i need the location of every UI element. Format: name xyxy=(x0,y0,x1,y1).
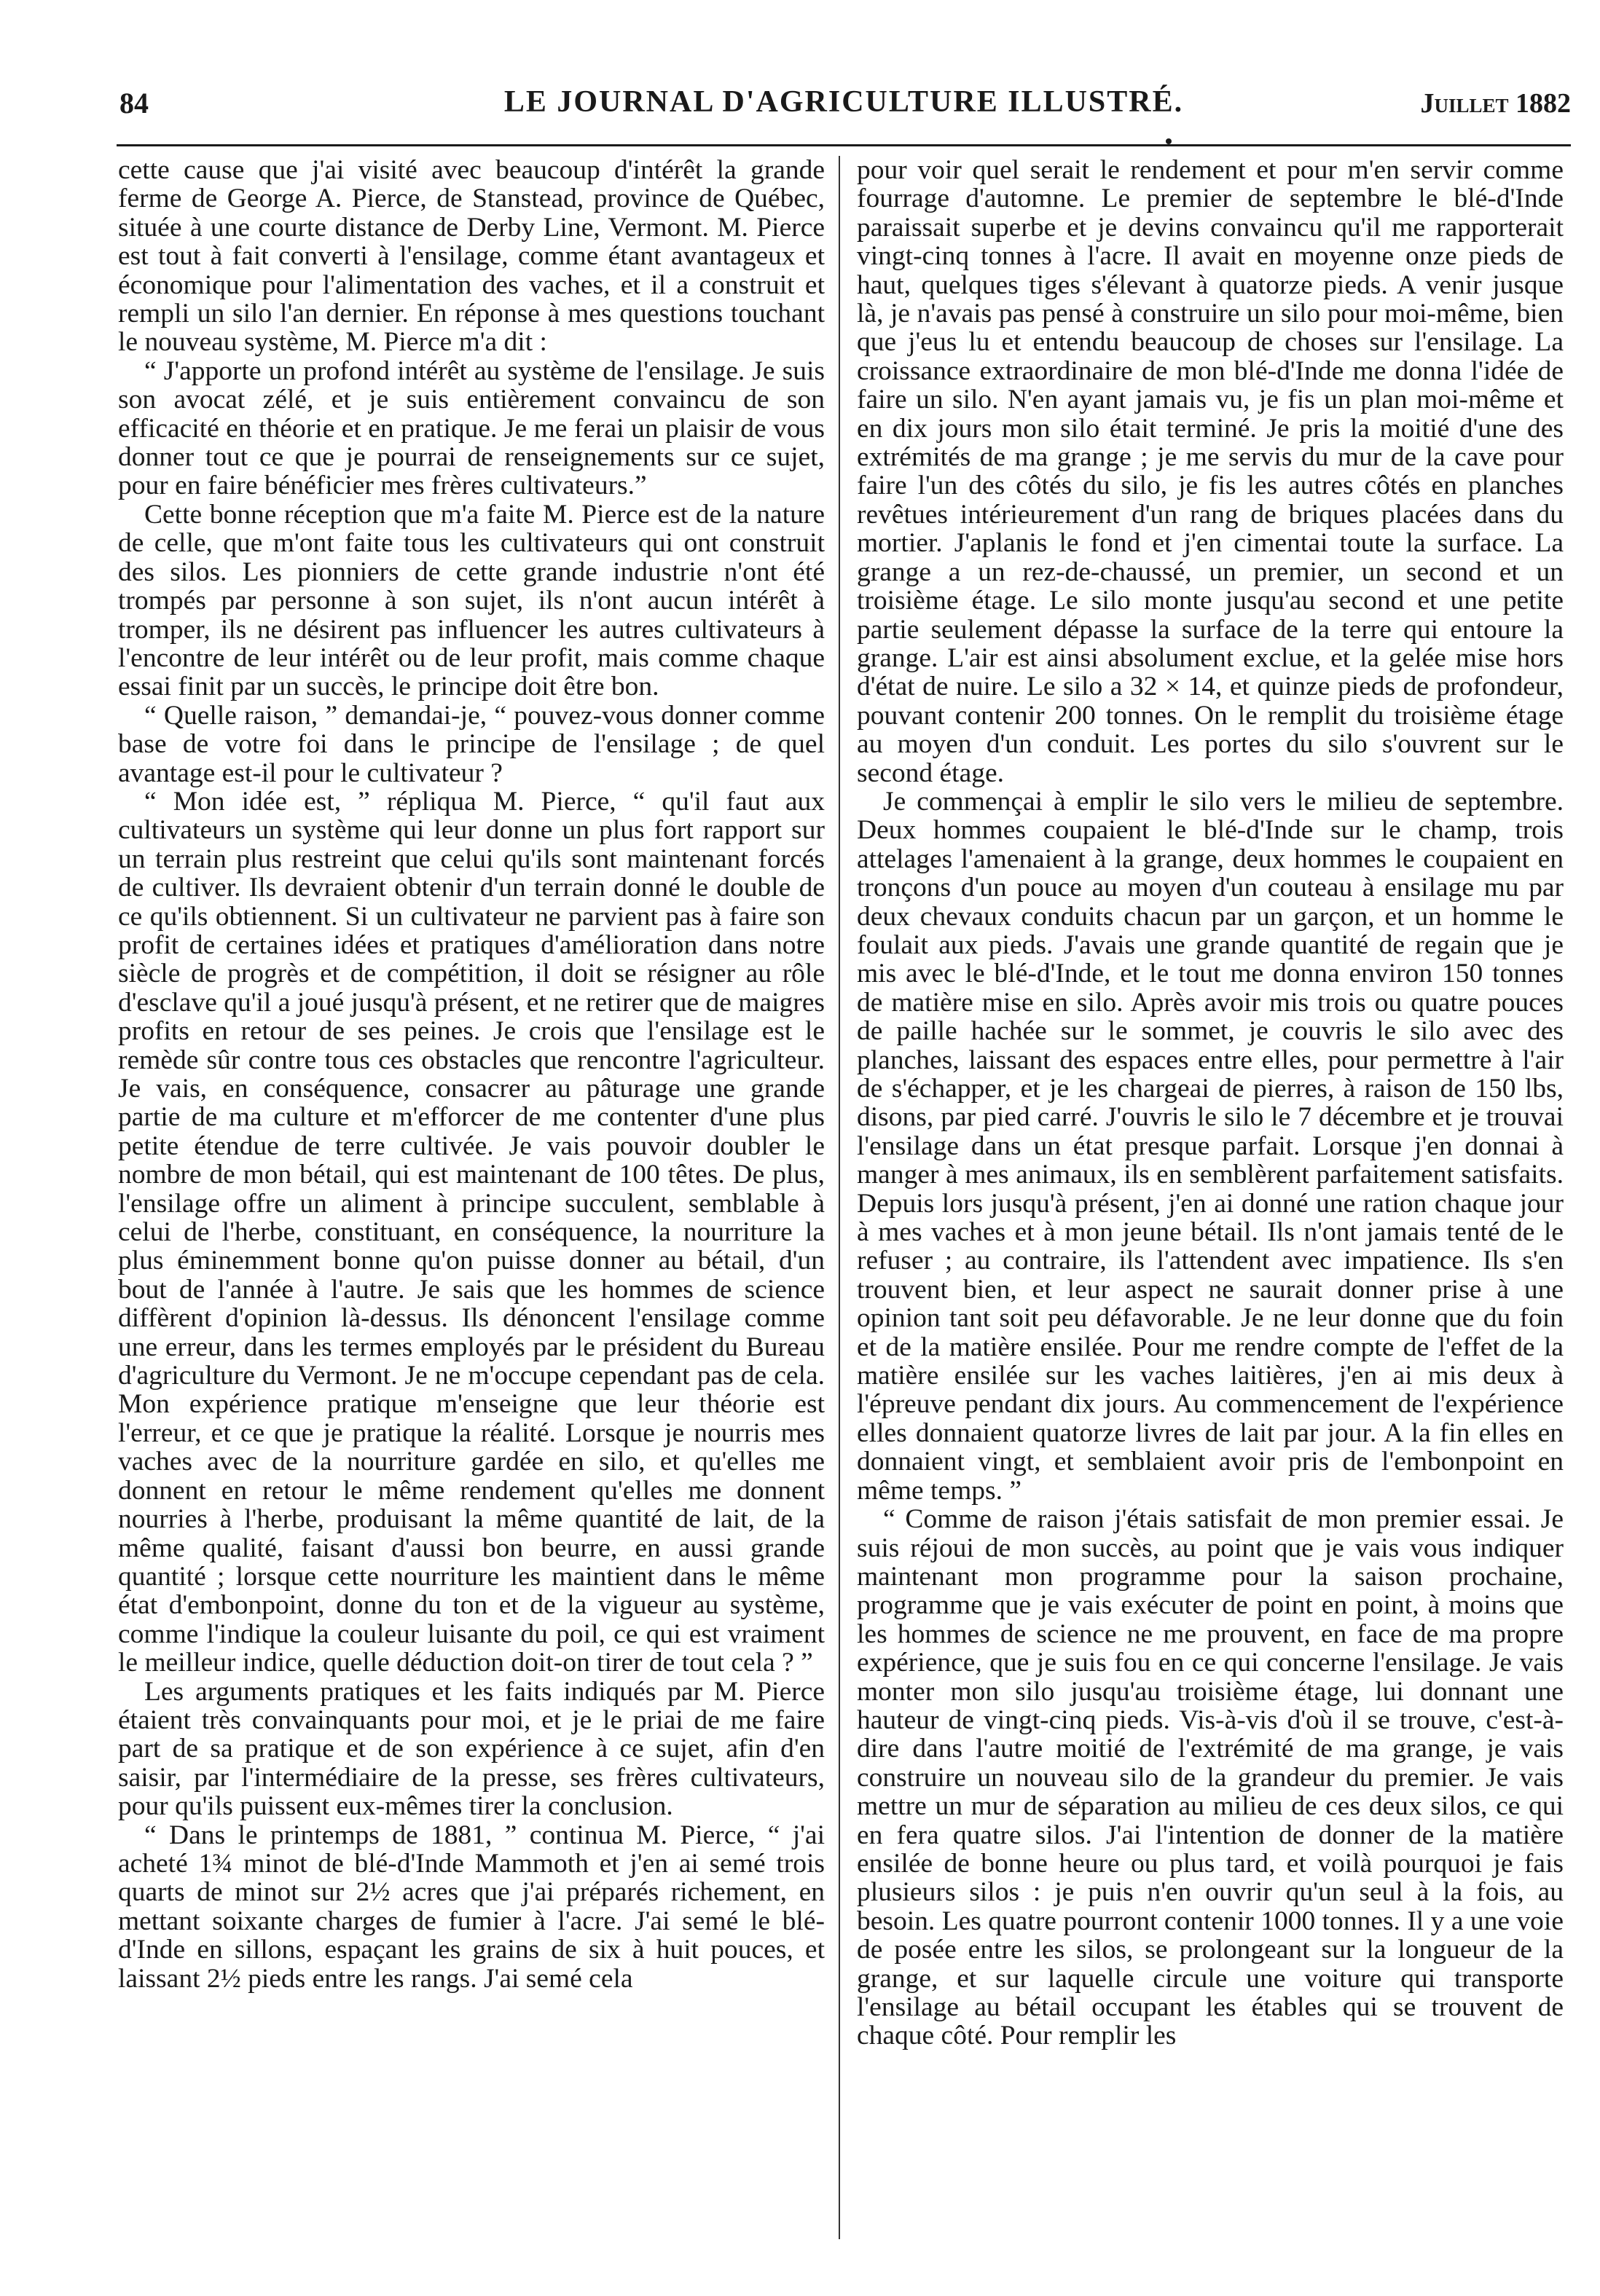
column-divider xyxy=(839,156,840,2239)
journal-title: LE JOURNAL D'AGRICULTURE ILLUSTRÉ. xyxy=(503,85,1184,119)
left-column xyxy=(118,156,825,2239)
paragraph: “ Dans le printemps de 1881, ” continua M. Pierce, “ j'ai acheté 1¾ minot de blé-d'Inde Mammoth et j'en ai semé trois quarts de minot sur 2½ acres que j'ai préparés richement, en mettant soixante charges de fumier à l'acre. J'ai semé le blé-d'Inde en sillons, espaçant les grains de six à huit pouces, et laissant 2½ pieds entre les rangs. J'ai semé cela xyxy=(118,1820,825,1994)
paragraph: “ Mon idée est, ” répliqua M. Pierce, “ qu'il faut aux cultivateurs un système qui leur donne un plus fort rapport sur un terrain plus restreint que celui qu'ils sont maintenant forcés de cultiver. Ils devraient obtenir d'un terrain donné le double de ce qu'ils obtiennent. Si un cultivateur ne parvient pas à faire son profit de certaines idées et pratiques d'amélioration dans notre siècle de progrès et de compétition, il doit se résigner au rôle d'esclave qu'il a joué jusqu'à présent, et ne retirer que de maigres profits en retour de ses peines. Je crois que l'ensilage est le remède sûr contre tous ces obstacles que rencontre l'agriculteur. Je vais, en conséquence, consacrer au pâturage une grande partie de ma culture et m'efforcer de me contenter d'une plus petite étendue de terre cultivée. Je vais pouvoir doubler le nombre de mon bétail, qui est maintenant de 100 têtes. De plus, l'ensilage offre un aliment à principe succulent, semblable à celui de l'herbe, constituant, en conséquence, la nourriture la plus éminemment bonne qu'on puisse donner au bétail, d'un bout de l'année à l'autre. Je sais que les hommes de science diffèrent d'opinion là-dessus. Ils dénoncent l'ensilage comme une erreur, dans les termes employés par le président du Bureau d'agriculture du Vermont. Je ne m'occupe cependant pas de cela. Mon expérience pratique m'enseigne que leur théorie est l'erreur, et ce que je pratique la réalité. Lorsque je nourris mes vaches avec de la nourriture gardée en silo, et qu'elles me donnent en retour le même rendement qu'elles me donnent nourries à l'herbe, produisant la même quantité de lait, de la même qualité, faisant d'aussi bon beurre, en aussi grande quantité ; lorsque cette nourriture les maintient dans le même état d'embonpoint, donne du ton et de la vigueur au système, comme l'indique la couleur luisante du poil, ce qui est vraiment le meilleur indice, quelle déduction doit-on tirer de tout cela ? ” xyxy=(118,786,825,1678)
paragraph: “ Comme de raison j'étais satisfait de mon premier essai. Je suis réjoui de mon succès, au point que je vais vous indiquer maintenant mon programme pour la saison prochaine, programme que je vais exécuter de point en point, à moins que les hommes de science ne me prouvent, en face de ma propre expérience, que je suis fou en ce qui concerne l'ensilage. Je vais monter mon silo jusqu'au troisième étage, lui donnant une hauteur de vingt-cinq pieds. Vis-à-vis d'où il se trouve, c'est-à-dire dans l'autre moitié de l'extrémité de ma grange, je vais construire un nouveau silo de la grandeur du premier. Je vais mettre un mur de séparation au milieu de ces deux silos, ce qui en fera quatre silos. J'ai l'intention de donner de la matière ensilée de bonne heure ou plus tard, et voilà pourquoi je fais plusieurs silos : je puis n'en ouvrir qu'un seul à la fois, au besoin. Les quatre pourront contenir 1000 tonnes. Il y a une voie de posée entre les silos, se prolongeant sur la longueur de la grange, et sur laquelle circule une voiture qui transporte l'ensilage au bétail occupant les étables qui se trouvent de chaque côté. Pour remplir les xyxy=(857,1504,1564,2051)
right-column xyxy=(857,156,1564,2239)
paragraph: “ J'apporte un profond intérêt au système de l'ensilage. Je suis son avocat zélé, et je suis entièrement convaincu de son efficacité en théorie et en pratique. Je me ferai un plaisir de vous donner tout ce que je pourrai de renseignements sur ce sujet, pour en faire bénéficier mes frères cultivateurs.” xyxy=(118,355,825,501)
page-number: 84 xyxy=(119,87,149,119)
paragraph: Cette bonne réception que m'a faite M. Pierce est de la nature de celle, que m'ont faite tous les cultivateurs qui ont construit des silos. Les pionniers de cette grande industrie n'ont été trompés par personne à son sujet, ils n'ont aucun intérêt à tromper, ils ne désirent pas influencer les autres cultivateurs à l'encontre de leur intérêt ou de leur profit, mais comme chaque essai finit par un succès, le principe doit être bon. xyxy=(118,499,825,702)
paragraph: “ Quelle raison, ” demandai-je, “ pouvez-vous donner comme base de votre foi dans le principe de l'ensilage ; de quel avantage est-il pour le cultivateur ? xyxy=(118,700,825,788)
paragraph: pour voir quel serait le rendement et pour m'en servir comme fourrage d'automne. Le premier de septembre le blé-d'Inde paraissait superbe et je devins convaincu qu'il me rapporterait vingt-cinq tonnes à l'acre. Il avait en moyenne onze pieds de haut, quelques tiges s'élevant à quatorze pieds. A venir jusque là, je n'avais pas pensé à construire un silo pour moi-même, bien que j'eus lu et entendu beaucoup de choses sur l'ensilage. La croissance extraordinaire de mon blé-d'Inde me donna l'idée de faire un silo. N'en ayant jamais vu, je fis un plan moi-même et en dix jours mon silo était terminé. Je pris la moitié d'une des extrémités de ma grange ; je me servis du mur de la cave pour faire l'un des côtés du silo, je fis les autres côtés en planches revêtues intérieurement d'un rang de briques placées dans du mortier. J'aplanis le fond et j'en cimentai toute la surface. La grange a un rez-de-chaussé, un premier, un second et un troisième étage. Le silo monte jusqu'au second et une petite partie seulement dépasse la surface de la terre qui entoure la grange. L'air est ainsi absolument exclue, et la gelée mise hors d'état de nuire. Le silo a 32 × 14, et quinze pieds de profondeur, pouvant contenir 200 tonnes. On le remplit du troisième étage au moyen d'un conduit. Les portes du silo s'ouvrent sur le second étage. xyxy=(857,156,1564,788)
ink-dot xyxy=(1166,138,1172,144)
paragraph: cette cause que j'ai visité avec beaucoup d'intérêt la grande ferme de George A. Pierce, de Stanstead, province de Québec, située à une courte distance de Derby Line, Vermont. M. Pierce est tout à fait converti à l'ensilage, comme étant avantageux et économique pour l'alimentation des vaches, et il a construit et rempli un silo l'an dernier. En réponse à mes questions touchant le nouveau système, M. Pierce m'a dit : xyxy=(118,156,825,358)
header-rule xyxy=(117,144,1571,146)
paragraph: Les arguments pratiques et les faits indiqués par M. Pierce étaient très convainquants pour moi, et je le priai de me faire part de sa pratique et de son expérience à ce sujet, afin d'en saisir, par l'intermédiaire de la presse, ses frères cultivateurs, pour qu'ils puissent eux-mêmes tirer la conclusion. xyxy=(118,1676,825,1822)
paragraph: Je commençai à emplir le silo vers le milieu de septembre. Deux hommes coupaient le blé-d'Inde sur le champ, trois attelages l'amenaient à la grange, deux hommes le coupaient en tronçons d'un pouce au moyen d'un couteau à ensilage mu par deux chevaux conduits chacun par un garçon, et un homme le foulait aux pieds. J'avais une grande quantité de regain que je mis avec le blé-d'Inde, et le tout me donna environ 150 tonnes de matière mise en silo. Après avoir mis trois ou quatre pouces de paille hachée sur le sommet, je couvris le silo avec des planches, laissant des espaces entre elles, pour permettre à l'air de s'échapper, et je les chargeai de pierres, à raison de 150 lbs, disons, par pied carré. J'ouvris le silo le 7 décembre et je trouvai l'ensilage dans un état presque parfait. Lorsque j'en donnai à manger à mes animaux, ils en semblèrent parfaitement satisfaits. Depuis lors jusqu'à présent, j'en ai donné une ration chaque jour à mes vaches et à mon jeune bétail. Ils n'ont jamais tenté de le refuser ; au contraire, ils l'attendent avec impatience. Ils s'en trouvent bien, et leur aspect ne saurait donner prise à une opinion tant soit peu défavorable. Je ne leur donne que du foin et de la matière ensilée. Pour me rendre compte de l'effet de la matière ensilée sur les vaches laitières, j'en ai mis deux à l'épreuve pendant dix jours. Au commencement de l'expérience elles donnaient quatorze livres de lait par jour. A la fin elles en donnaient vingt, et semblaient avoir pris de l'embonpoint en même temps. ” xyxy=(857,786,1564,1506)
page-header xyxy=(117,82,1571,133)
issue-date: Juillet 1882 xyxy=(1420,88,1571,119)
